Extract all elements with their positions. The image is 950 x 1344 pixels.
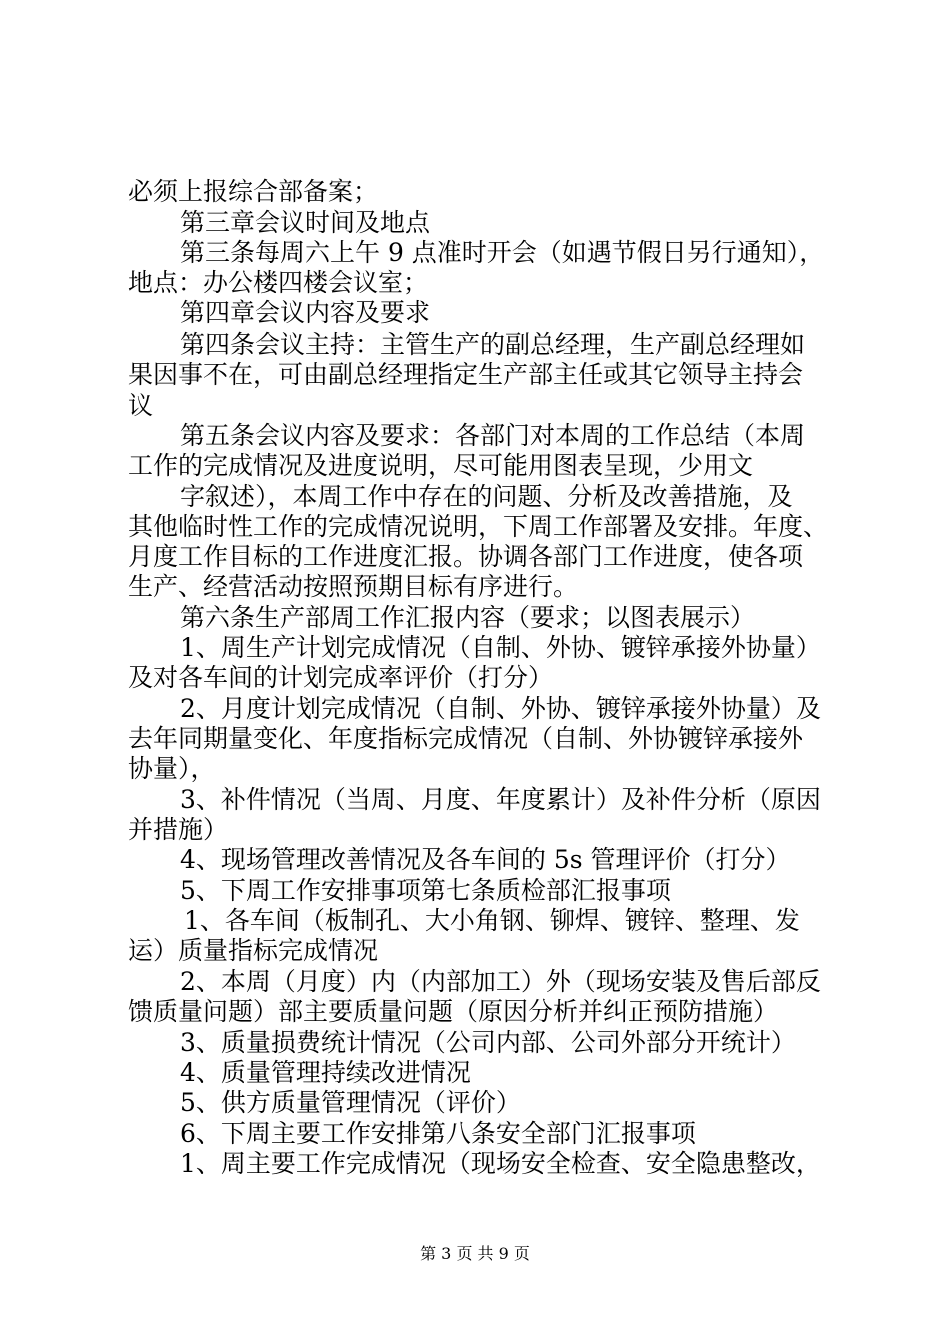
text-line: 第五条会议内容及要求：各部门对本周的工作总结（本周 <box>180 421 806 450</box>
text-line: 协量）， <box>128 754 216 783</box>
text-line: 生产、经营活动按照预期目标有序进行。 <box>128 572 579 601</box>
text-line: 月度工作目标的工作进度汇报。协调各部门工作进度，使各项 <box>128 542 804 571</box>
text-line: 馈质量问题）部主要质量问题（原因分析并纠正预防措施） <box>128 997 779 1026</box>
text-line: 4、现场管理改善情况及各车间的 5s 管理评价（打分） <box>180 845 791 874</box>
chapter-heading: 第三章会议时间及地点 <box>180 208 431 237</box>
text-line: 2、月度计划完成情况（自制、外协、镀锌承接外协量）及 <box>180 694 821 723</box>
text-line: 去年同期量变化、年度指标完成情况（自制、外协镀锌承接外 <box>128 724 804 753</box>
text-line: 2、本周（月度）内（内部加工）外（现场安装及售后部反 <box>180 967 821 996</box>
text-line: 1、各车间（板制孔、大小角钢、铆焊、镀锌、整理、发 <box>184 906 800 935</box>
text-line: 必须上报综合部备案； <box>128 177 379 206</box>
text-line: 1、周主要工作完成情况（现场安全检查、安全隐患整改， <box>180 1149 821 1178</box>
text-line: 1、周生产计划完成情况（自制、外协、镀锌承接外协量） <box>180 633 821 662</box>
text-line: 果因事不在，可由副总经理指定生产部主任或其它领导主持会 <box>128 360 804 389</box>
text-line: 议 <box>128 391 154 420</box>
text-line: 5、供方质量管理情况（评价） <box>180 1088 521 1117</box>
text-line: 6、下周主要工作安排第八条安全部门汇报事项 <box>180 1119 696 1148</box>
text-line: 5、下周工作安排事项第七条质检部汇报事项 <box>180 876 671 905</box>
text-line: 运）质量指标完成情况 <box>128 936 379 965</box>
text-line: 第六条生产部周工作汇报内容（要求；以图表展示） <box>180 603 756 632</box>
text-line: 3、补件情况（当周、月度、年度累计）及补件分析（原因 <box>180 785 821 814</box>
text-line: 工作的完成情况及进度说明，尽可能用图表呈现，少用文 <box>128 451 754 480</box>
text-line: 地点：办公楼四楼会议室； <box>128 268 429 297</box>
text-line: 第四条会议主持：主管生产的副总经理，生产副总经理如 <box>180 330 806 359</box>
text-line: 及对各车间的计划完成率评价（打分） <box>128 663 554 692</box>
page-footer: 第 3 页 共 9 页 <box>420 1244 530 1263</box>
chapter-heading: 第四章会议内容及要求 <box>180 298 431 327</box>
text-line: 3、质量损费统计情况（公司内部、公司外部分开统计） <box>180 1028 796 1057</box>
text-line: 字叙述），本周工作中存在的问题、分析及改善措施，及 <box>180 482 793 511</box>
text-line: 并措施） <box>128 815 229 844</box>
text-line: 4、质量管理持续改进情况 <box>180 1058 471 1087</box>
text-line: 第三条每周六上午 9 点准时开会（如遇节假日另行通知）， <box>180 238 825 267</box>
text-line: 其他临时性工作的完成情况说明，下周工作部署及安排。年度、 <box>128 512 829 541</box>
